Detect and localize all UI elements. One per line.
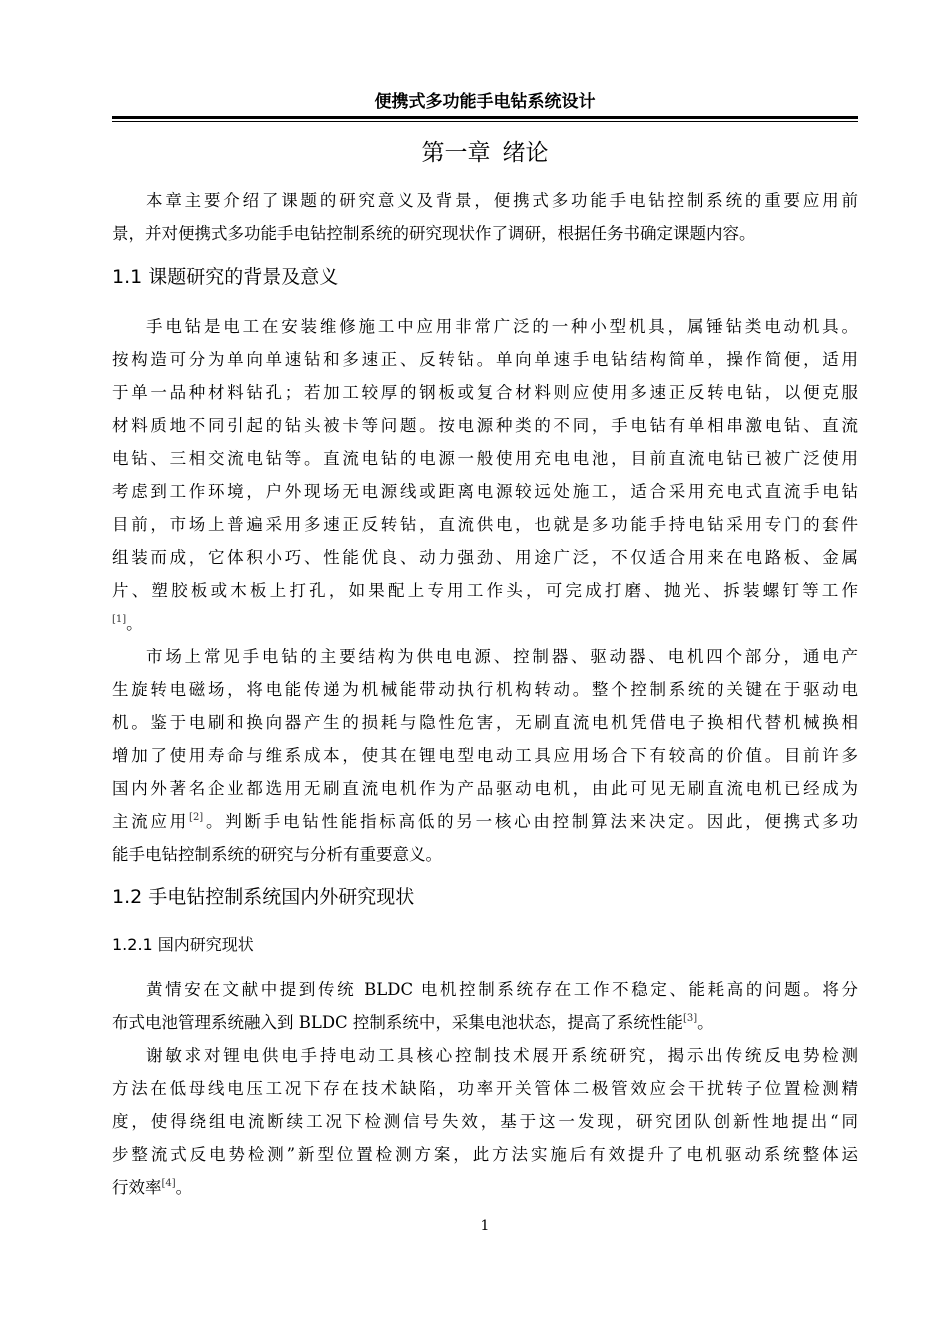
intro-paragraph (112, 184, 858, 250)
chapter-number: 第一章 (421, 140, 491, 166)
text-line: 景，并对便携式多功能手电钻控制系统的研究现状作了调研，根据任务书确定课题内容。 (112, 224, 756, 243)
text-line: 手电钻是电工在安装维修施工中应用非常广泛的一种小型机具，属锤钻类电动机具。 (146, 317, 858, 336)
page-number: 1 (480, 1218, 490, 1234)
text-line: [1]。 (112, 614, 143, 633)
citation-3[interactable]: [3] (682, 1013, 698, 1024)
text-line: 组装而成，它体积小巧、性能优良、动力强劲、用途广泛，不仅适合用来在电路板、金属 (112, 548, 858, 567)
text-line: 方法在低母线电压工况下存在技术缺陷，功率开关管体二极管效应会干扰转子位置检测精 (112, 1079, 858, 1098)
paragraph-structure (112, 640, 858, 871)
citation-1[interactable]: [1] (112, 614, 127, 625)
text-line: 机。鉴于电刷和换向器产生的损耗与隐性危害，无刷直流电机凭借电子换相代替机械换相 (112, 713, 858, 732)
text-line: 材料质地不同引起的钻头被卡等问题。按电源种类的不同，手电钻有单相串激电钻、直流 (112, 416, 858, 435)
text-line: 主流应用[2]。判断手电钻性能指标高低的另一核心由控制算法来决定。因此，便携式多功 (112, 812, 859, 831)
paragraph-xie (112, 1039, 858, 1204)
text-line: 国内外著名企业都选用无刷直流电机作为产品驱动电机，由此可见无刷直流电机已经成为 (112, 779, 858, 798)
text-line: 布式电池管理系统融入到 BLDC 控制系统中，采集电池状态，提高了系统性能[3]。 (112, 1013, 714, 1032)
text-line: 于单一品种材料钻孔；若加工较厚的钢板或复合材料则应使用多速正反转电钻，以便克服 (112, 383, 858, 402)
text-line: 行效率[4]。 (112, 1178, 193, 1197)
header-rule-thin (112, 121, 858, 122)
text-line: 按构造可分为单向单速钻和多速正、反转钻。单向单速手电钻结构简单，操作简便，适用 (112, 350, 858, 369)
chapter-title (112, 136, 858, 170)
paragraph-huang (112, 973, 858, 1039)
text-line: 市场上常见手电钻的主要结构为供电电源、控制器、驱动器、电机四个部分，通电产 (146, 647, 858, 666)
text-line: 能手电钻控制系统的研究与分析有重要意义。 (112, 845, 442, 864)
section-heading-1-1: 1.1 课题研究的背景及意义 (112, 266, 339, 288)
header-rule-thick (112, 116, 858, 119)
text-line: 本章主要介绍了课题的研究意义及背景，便携式多功能手电钻控制系统的重要应用前 (146, 191, 858, 210)
text-line: 增加了使用寿命与维系成本，使其在锂电型电动工具应用场合下有较高的价值。目前许多 (112, 746, 858, 765)
paragraph-background (112, 310, 858, 640)
citation-4[interactable]: [4] (161, 1178, 176, 1189)
text-line: 片、塑胶板或木板上打孔，如果配上专用工作头，可完成打磨、抛光、拆装螺钉等工作 (112, 581, 858, 600)
text-line: 谢敏求对锂电供电手持电动工具核心控制技术展开系统研究，揭示出传统反电势检测 (146, 1046, 858, 1065)
text-line: 考虑到工作环境，户外现场无电源线或距离电源较远处施工，适合采用充电式直流手电钻 (112, 482, 858, 501)
text-line: 度，使得绕组电流断续工况下检测信号失效，基于这一发现，研究团队创新性地提出“同 (112, 1112, 858, 1131)
text-line: 生旋转电磁场，将电能传递为机械能带动执行机构转动。整个控制系统的关键在于驱动电 (112, 680, 858, 699)
running-header: 便携式多功能手电钻系统设计 (374, 92, 596, 112)
chapter-name: 绪论 (502, 140, 549, 166)
citation-2[interactable]: [2] (189, 812, 204, 823)
text-line: 步整流式反电势检测”新型位置检测方案，此方法实施后有效提升了电机驱动系统整体运 (112, 1145, 858, 1164)
text-line: 目前，市场上普遍采用多速正反转钻，直流供电，也就是多功能手持电钻采用专门的套件 (112, 515, 858, 534)
section-heading-1-2-1: 1.2.1 国内研究现状 (112, 935, 254, 954)
text-line: 电钻、三相交流电钻等。直流电钻的电源一般使用充电电池，目前直流电钻已被广泛使用 (112, 449, 858, 468)
section-heading-1-2: 1.2 手电钻控制系统国内外研究现状 (112, 886, 415, 908)
text-line: 黄情安在文献中提到传统 BLDC 电机控制系统存在工作不稳定、能耗高的问题。将分 (146, 980, 858, 999)
